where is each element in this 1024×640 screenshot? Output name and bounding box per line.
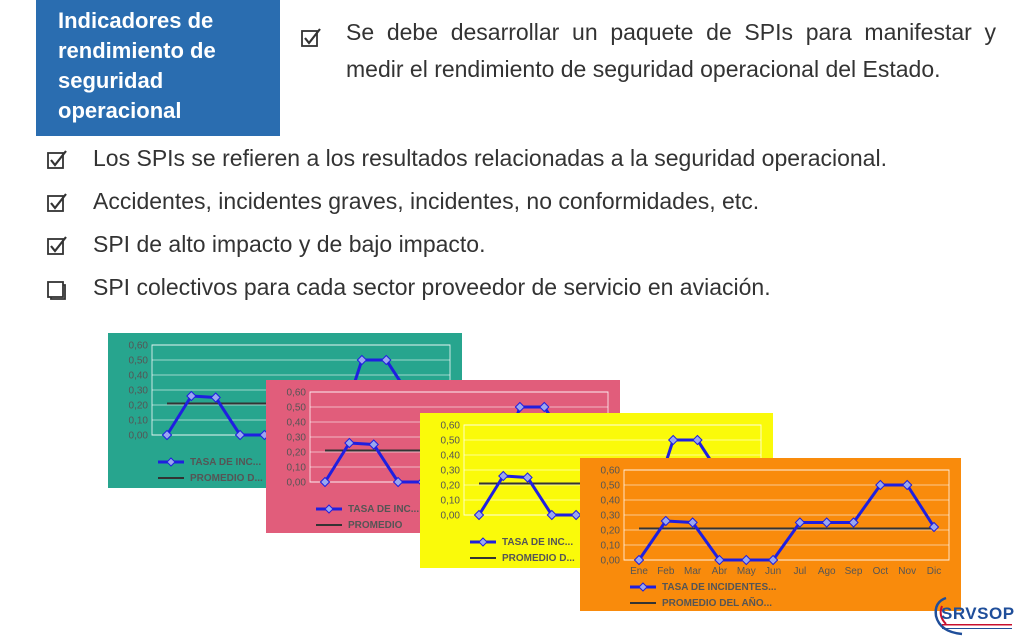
y-tick-label: 0,10 bbox=[440, 495, 460, 507]
intro-text: Se debe desarrollar un paquete de SPIs para manifestar y medir el rendimiento de seguridad operacional del Estado. bbox=[346, 19, 996, 82]
y-tick-label: 0,30 bbox=[440, 465, 460, 477]
checked-box-icon bbox=[300, 18, 322, 55]
x-tick-label: Nov bbox=[898, 566, 917, 577]
x-tick-label: Ago bbox=[817, 566, 836, 577]
data-point bbox=[822, 518, 831, 527]
x-tick-label: Ene bbox=[630, 566, 648, 577]
y-tick-label: 0,30 bbox=[286, 432, 306, 444]
list-item bbox=[46, 266, 1006, 309]
legend-label: TASA DE INC... bbox=[502, 537, 574, 548]
list-item bbox=[46, 137, 1006, 180]
data-point bbox=[742, 556, 751, 565]
x-tick-label: Jul bbox=[793, 566, 807, 577]
empty-box-icon bbox=[46, 266, 68, 309]
x-tick-label: Oct bbox=[872, 566, 889, 577]
y-tick-label: 0,40 bbox=[286, 417, 306, 429]
checked-box-icon bbox=[46, 180, 68, 223]
checked-box-icon bbox=[46, 137, 68, 180]
list-item-text: Accidentes, incidentes graves, incidentes, no conformidades, etc. bbox=[93, 188, 760, 214]
y-tick-label: 0,40 bbox=[600, 495, 620, 507]
legend-label: TASA DE INCIDENTES... bbox=[662, 582, 777, 593]
y-tick-label: 0,10 bbox=[128, 415, 148, 427]
list-item bbox=[46, 223, 1006, 266]
legend-marker bbox=[167, 458, 175, 466]
data-point bbox=[669, 436, 678, 445]
y-tick-label: 0,60 bbox=[600, 465, 620, 477]
list-item-text: SPI de alto impacto y de bajo impacto. bbox=[93, 231, 486, 257]
list-item-text: SPI colectivos para cada sector proveedor de servicio en aviación. bbox=[93, 274, 771, 300]
y-tick-label: 0,40 bbox=[128, 370, 148, 382]
legend-marker bbox=[325, 505, 333, 513]
y-tick-label: 0,30 bbox=[128, 385, 148, 397]
y-tick-label: 0,50 bbox=[286, 402, 306, 414]
y-tick-label: 0,30 bbox=[600, 510, 620, 522]
x-tick-label: Abr bbox=[711, 566, 728, 577]
legend-marker bbox=[479, 538, 487, 546]
legend-label: PROMEDIO D... bbox=[502, 553, 575, 564]
legend-label: TASA DE INC... bbox=[348, 504, 420, 515]
data-point bbox=[357, 356, 366, 365]
y-tick-label: 0,50 bbox=[440, 435, 460, 447]
bullet-list bbox=[46, 137, 1006, 309]
y-tick-label: 0,00 bbox=[440, 510, 460, 522]
checked-box-icon bbox=[46, 223, 68, 266]
list-item bbox=[46, 180, 1006, 223]
y-tick-label: 0,60 bbox=[440, 420, 460, 432]
y-tick-label: 0,40 bbox=[440, 450, 460, 462]
y-tick-label: 0,00 bbox=[128, 430, 148, 442]
legend-marker bbox=[639, 583, 647, 591]
y-tick-label: 0,10 bbox=[286, 462, 306, 474]
intro-paragraph bbox=[300, 14, 996, 88]
y-tick-label: 0,10 bbox=[600, 540, 620, 552]
slide-title: Indicadores de rendimiento de seguridad operacional bbox=[36, 0, 280, 136]
line-chart bbox=[580, 458, 961, 611]
legend-label: TASA DE INC... bbox=[190, 457, 262, 468]
srvsop-logo bbox=[932, 592, 1020, 636]
y-tick-label: 0,20 bbox=[128, 400, 148, 412]
y-tick-label: 0,00 bbox=[286, 477, 306, 489]
y-tick-label: 0,20 bbox=[440, 480, 460, 492]
x-tick-label: May bbox=[736, 566, 756, 577]
y-tick-label: 0,50 bbox=[128, 355, 148, 367]
x-tick-label: Dic bbox=[926, 566, 942, 577]
x-tick-label: Mar bbox=[684, 566, 702, 577]
logo-text: SRVSOP bbox=[941, 604, 1015, 623]
y-tick-label: 0,60 bbox=[286, 387, 306, 399]
y-tick-label: 0,00 bbox=[600, 555, 620, 567]
y-tick-label: 0,50 bbox=[600, 480, 620, 492]
y-tick-label: 0,60 bbox=[128, 340, 148, 352]
y-tick-label: 0,20 bbox=[600, 525, 620, 537]
legend-label: PROMEDIO D... bbox=[190, 473, 263, 484]
data-point bbox=[515, 403, 524, 412]
x-tick-label: Feb bbox=[657, 566, 675, 577]
series-line bbox=[639, 485, 934, 560]
chart-card-orange bbox=[580, 458, 961, 611]
legend-label: PROMEDIO DEL AÑO... bbox=[662, 598, 773, 609]
x-tick-label: Jun bbox=[765, 566, 782, 577]
list-item-text: Los SPIs se refieren a los resultados relacionadas a la seguridad operacional. bbox=[93, 145, 887, 171]
y-tick-label: 0,20 bbox=[286, 447, 306, 459]
x-tick-label: Sep bbox=[844, 566, 863, 577]
legend-label: PROMEDIO bbox=[348, 520, 403, 531]
